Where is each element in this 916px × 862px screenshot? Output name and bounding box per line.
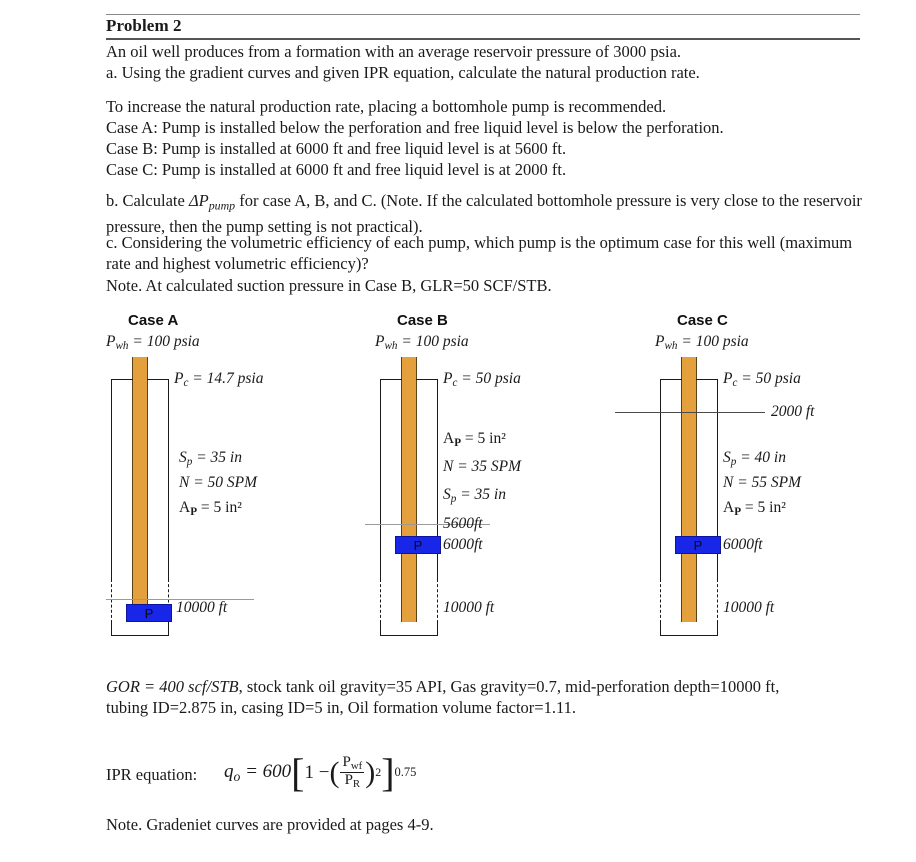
case-b-wellhead-pressure-label [375, 333, 469, 352]
case-a-description: Case A: Pump is installed below the perforation and free liquid level is below the perforation. [106, 118, 724, 137]
case-b-param-1-symbol: N [443, 458, 454, 475]
case-a-casing-wall-right [168, 379, 169, 579]
case-c-tubing [681, 357, 697, 622]
case-b-param-stroke [443, 486, 506, 505]
case-c-pc-subscript: c [732, 377, 738, 390]
case-a-pc-subscript: c [183, 377, 189, 390]
case-a-pump-marker [126, 604, 172, 622]
note-glr-text: Note. At calculated suction pressure in Case B, GLR=50 SCF/STB. [106, 276, 552, 295]
case-a-param-2-value: = 5 in² [197, 499, 242, 516]
case-b-pwh-value: = 100 psia [397, 333, 469, 350]
case-b-pwh-subscript: wh [384, 340, 398, 353]
case-a-pwh-symbol: P [106, 333, 116, 350]
case-b-param-0-symbol: A [443, 430, 455, 447]
case-c-casing-wall-left [660, 379, 661, 579]
case-c-description: Case C: Pump is installed at 6000 ft and free liquid level is at 2000 ft. [106, 160, 567, 179]
case-b-param-0-subscript: P [454, 437, 462, 450]
fluid-properties-line-2: tubing ID=2.875 in, casing ID=5 in, Oil formation volume factor=1.11. [106, 698, 576, 717]
case-b-pwh-symbol: P [375, 333, 385, 350]
case-a-param-1-symbol: N [179, 474, 190, 491]
ipr-one-minus: 1 − [304, 761, 330, 783]
case-c-wellhead-pressure-label [655, 333, 749, 352]
ipr-denominator [343, 773, 363, 790]
case-c-casing-head-right [696, 379, 718, 380]
question-b-prefix: b. Calculate [106, 191, 189, 210]
fluid-properties-line-1-rest: , stock tank oil gravity=35 API, Gas gravity=0.7, mid-perforation depth=10000 ft, [238, 677, 780, 696]
case-a-casing-bottom [111, 635, 169, 636]
case-c-param-0-symbol: S [723, 449, 731, 466]
case-b-param-2-value: = 35 in [456, 486, 506, 503]
case-b-perforation-right [437, 579, 438, 623]
case-c-pc-value: = 50 psia [737, 370, 801, 387]
case-b-param-2-symbol: S [443, 486, 451, 503]
case-c-diagram [645, 312, 916, 652]
case-b-param-1-value: = 35 SPM [453, 458, 522, 475]
case-c-pump-depth-label: 6000ft [723, 536, 763, 553]
intro-line-1: An oil well produces from a formation with an average reservoir pressure of 3000 psia. [106, 42, 682, 61]
case-c-liquid-level-line [615, 412, 765, 413]
header-rule-top [106, 14, 860, 15]
case-c-casing-bottom [660, 635, 718, 636]
page-title: Problem 2 [106, 16, 182, 35]
case-b-casing-head-left [380, 379, 402, 380]
intro-paragraph [106, 41, 864, 83]
note-glr [106, 275, 864, 296]
case-c-param-speed [723, 474, 801, 492]
case-c-param-0-subscript: p [730, 456, 737, 469]
case-b-param-speed [443, 458, 521, 476]
case-c-param-area [723, 499, 786, 518]
case-c-title: Case C [677, 312, 728, 329]
case-a-casing-head-right [147, 379, 169, 380]
case-a-casing-pressure-label [174, 370, 263, 389]
case-c-pwh-value: = 100 psia [677, 333, 749, 350]
case-b-casing-head-right [416, 379, 438, 380]
case-a-param-0-symbol: S [179, 449, 187, 466]
case-b-pc-value: = 50 psia [457, 370, 521, 387]
case-a-param-1-value: = 50 SPM [189, 474, 258, 491]
case-b-perforation-left [380, 579, 381, 623]
question-b-rest: for case A, B, and C. (Note. If the calculated bottomhole pressure is very close to the reservoir pressure, then the pump setting is not practical). [106, 191, 862, 237]
case-a-perforation-left [111, 579, 112, 623]
gor-symbol: GOR [106, 677, 140, 696]
intro-line-2: a. Using the gradient curves and given IPR equation, calculate the natural production rate. [106, 63, 700, 82]
well-diagrams-group [0, 312, 916, 652]
case-b-pump-label: P [413, 537, 423, 553]
ipr-numerator-symbol: P [342, 754, 351, 770]
case-c-casing-pressure-label [723, 370, 801, 389]
case-c-pump-marker [675, 536, 721, 554]
case-a-total-depth-label: 10000 ft [176, 599, 228, 616]
question-b [106, 190, 864, 237]
case-b-casing-bottom [380, 635, 438, 636]
ipr-q-symbol: q [224, 760, 234, 782]
ipr-denominator-symbol: P [344, 772, 353, 789]
case-b-liquid-level-label: 5600ft [443, 515, 483, 532]
case-b-pump-marker [395, 536, 441, 554]
case-c-param-2-subscript: P [734, 506, 742, 519]
case-b-title: Case B [397, 312, 448, 329]
ipr-paren-open: ( [329, 755, 340, 789]
case-b-total-depth-label: 10000 ft [443, 599, 495, 616]
header-rule-bottom [106, 38, 860, 40]
ipr-paren-close: ) [365, 755, 376, 789]
case-a-param-speed [179, 474, 257, 492]
case-b-param-0-value: = 5 in² [461, 430, 506, 447]
case-c-total-depth-label: 10000 ft [723, 599, 775, 616]
case-b-param-2-subscript: p [450, 493, 457, 506]
case-a-param-stroke [179, 449, 242, 468]
case-a-pump-label: P [144, 605, 154, 621]
delta-p-symbol: ΔP [188, 191, 209, 210]
ipr-numerator [340, 755, 364, 773]
case-c-param-2-symbol: A [723, 499, 735, 516]
ipr-bracket-open: [ [291, 749, 305, 795]
fluid-properties-block [106, 676, 866, 718]
gor-value: = 400 scf/STB [139, 677, 239, 696]
ipr-q-subscript: o [233, 768, 241, 784]
case-c-param-1-symbol: N [723, 474, 734, 491]
case-a-param-0-value: = 35 in [192, 449, 242, 466]
final-note: Note. Gradeniet curves are provided at pages 4-9. [106, 815, 434, 834]
ipr-numerator-subscript: wf [350, 760, 363, 773]
case-a-param-2-subscript: P [190, 506, 198, 519]
pump-intro-line: To increase the natural production rate, placing a bottomhole pump is recommended. [106, 97, 667, 116]
case-b-diagram [375, 312, 665, 652]
case-b-param-area [443, 430, 506, 449]
case-b-pc-subscript: c [452, 377, 458, 390]
ipr-coefficient: = 600 [240, 760, 292, 782]
case-c-casing-head-left [660, 379, 682, 380]
case-a-pwh-subscript: wh [115, 340, 129, 353]
case-a-pc-symbol: P [174, 370, 184, 387]
case-c-liquid-level-label: 2000 ft [771, 403, 815, 420]
case-c-pc-symbol: P [723, 370, 733, 387]
cases-paragraph [106, 96, 864, 180]
ipr-inner-exponent: 2 [375, 765, 382, 780]
case-a-tubing [132, 357, 148, 622]
case-b-casing-pressure-label [443, 370, 521, 389]
ipr-equation-label: IPR equation: [106, 765, 198, 784]
ipr-pressure-ratio [340, 755, 364, 791]
case-a-diagram [106, 312, 396, 652]
case-a-param-2-symbol: A [179, 499, 191, 516]
case-c-param-0-value: = 40 in [736, 449, 786, 466]
case-b-casing-wall-left [380, 379, 381, 579]
case-a-param-0-subscript: p [186, 456, 193, 469]
case-a-pwh-value: = 100 psia [128, 333, 200, 350]
ipr-denominator-subscript: R [352, 778, 361, 791]
delta-p-subscript: pump [208, 198, 236, 213]
ipr-outer-exponent: 0.75 [394, 765, 417, 780]
case-c-param-1-value: = 55 SPM [733, 474, 802, 491]
question-c [106, 232, 864, 274]
case-b-tubing [401, 357, 417, 622]
case-b-pump-depth-label: 6000ft [443, 536, 483, 553]
case-c-pump-label: P [693, 537, 703, 553]
case-b-pc-symbol: P [443, 370, 453, 387]
case-a-title: Case A [128, 312, 179, 329]
case-a-param-area [179, 499, 242, 518]
case-c-perforation-left [660, 579, 661, 623]
case-b-description: Case B: Pump is installed at 6000 ft and free liquid level is at 5600 ft. [106, 139, 567, 158]
case-a-casing-head-left [111, 379, 133, 380]
ipr-equation-formula [224, 749, 417, 795]
case-c-perforation-right [717, 579, 718, 623]
case-c-pwh-subscript: wh [664, 340, 678, 353]
question-c-text: c. Considering the volumetric efficiency of each pump, which pump is the optimum case for this well (maximum rate and highest volumetric efficiency)? [106, 233, 853, 273]
case-c-param-2-value: = 5 in² [741, 499, 786, 516]
ipr-bracket-close: ] [381, 749, 395, 795]
case-a-casing-wall-left [111, 379, 112, 579]
case-a-pc-value: = 14.7 psia [188, 370, 264, 387]
case-a-wellhead-pressure-label [106, 333, 200, 352]
case-c-param-stroke [723, 449, 786, 468]
case-c-pwh-symbol: P [655, 333, 665, 350]
